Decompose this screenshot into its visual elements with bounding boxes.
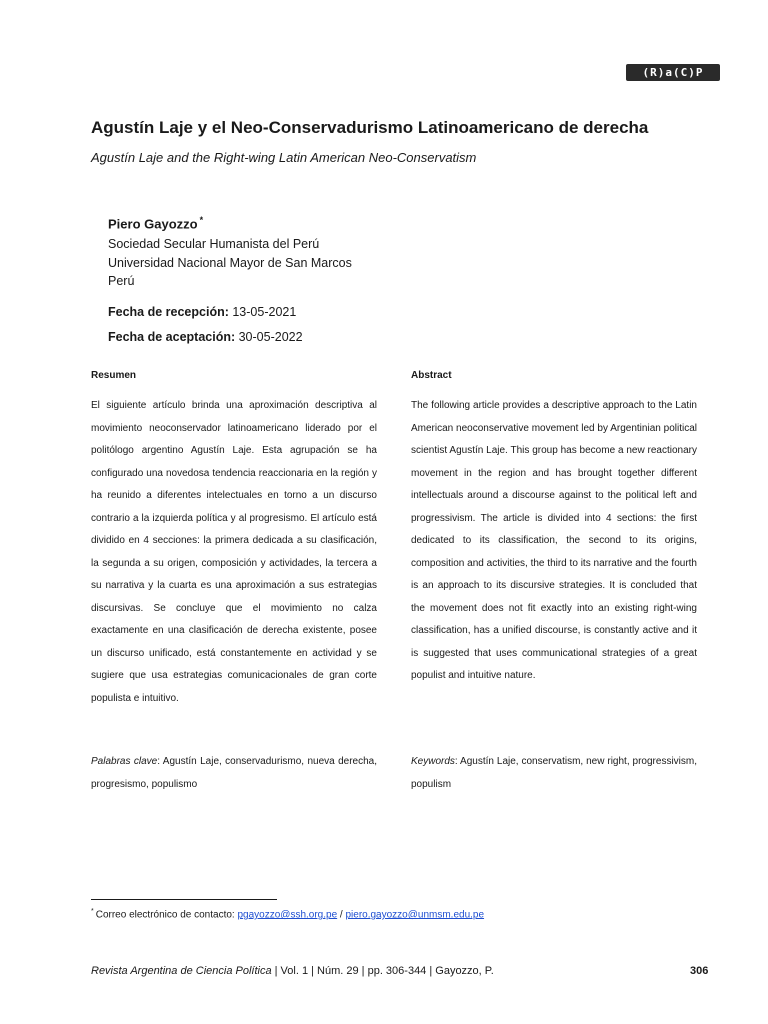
reception-date (108, 305, 296, 319)
resumen-keywords (91, 751, 377, 796)
acceptance-date-value: 30-05-2022 (238, 330, 303, 344)
journal-citation (91, 965, 494, 977)
author-affiliations (108, 235, 352, 291)
abstract-body: The following article provides a descriptive approach to the Latin American neoconservative movement led by Argentinian political scientist Agustín Laje. This group has become a new reactionary movement in the region and has brought together different intellectuals around a discourse against to the political left and progressivism. The article is divided into 4 sections: the first dedicated to its classification, the second to its origins, composition and activities, the third to its narrative and the fourth is an approach to its discursive strategies. It is concluded that the movement does not fit exactly into an existing right-wing classification, has a unified discourse, is constantly active and it is suggested that uses communicational strategies of a great populist and intuitive nature. (411, 400, 697, 681)
journal-details: | Vol. 1 | Núm. 29 | pp. 306-344 | Gayozzo, P. (271, 965, 494, 977)
resumen-keywords-label: Palabras clave (91, 756, 158, 767)
footnote-divider (91, 899, 277, 900)
page-number: 306 (690, 965, 709, 977)
footnote-text: Correo electrónico de contacto: (95, 909, 238, 921)
acceptance-date (108, 330, 303, 344)
author-name (108, 215, 203, 231)
reception-date-label: Fecha de recepción: (108, 305, 229, 319)
footnote (91, 908, 484, 920)
resumen-keywords-list: : Agustín Laje, conservadurismo, nueva derecha, progresismo, populismo (91, 756, 378, 790)
footnote-marker: * (91, 908, 94, 915)
resumen-heading: Resumen (91, 370, 137, 381)
article-title: Agustín Laje y el Neo-Conservadurismo Latinoamericano de derecha (91, 118, 649, 137)
journal-logo (626, 64, 720, 81)
article-subtitle: Agustín Laje and the Right-wing Latin American Neo-Conservatism (91, 150, 477, 165)
abstract-keywords-label: Keywords (411, 756, 455, 767)
resumen-body: El siguiente artículo brinda una aproximación descriptiva al movimiento neoconservador latinoamericano liderado por el politólogo argentino Agustín Laje. Esta agrupación se ha configurado una novedosa tendencia reaccionaria en la región y ha reunido a diferentes intelectuales en torno a un discurso contrario a la izquierda política y al progresismo. El artículo está dividido en 4 secciones: la primera dedicada a su clasificación, la segunda a su origen, composición y actividades, la tercera a su narrativa y la cuarta es una aproximación a sus estrategias discursivas. Se concluye que el movimiento no calza exactamente en una clasificación de derecha existente, posee un discurso unificado, está constantemente en actividad y se sugiere que usa estrategias comunicacionales de gran corte populista e intuitivo. (91, 400, 377, 704)
abstract-keywords (411, 751, 697, 796)
acceptance-date-label: Fecha de aceptación: (108, 330, 236, 344)
abstract-keywords-list: : Agustín Laje, conservatism, new right, progressivism, populism (411, 756, 697, 790)
affiliation-line: Universidad Nacional Mayor de San Marcos (108, 255, 352, 270)
journal-logo-text: (R)a(C)P (642, 66, 704, 79)
journal-name: Revista Argentina de Ciencia Política (91, 965, 272, 977)
abstract-heading: Abstract (411, 370, 452, 381)
email-link-ssh[interactable]: pgayozzo@ssh.org.pe (237, 909, 338, 921)
email-link-unmsm[interactable]: piero.gayozzo@unmsm.edu.pe (345, 909, 485, 921)
author-footnote-marker: * (199, 215, 204, 225)
reception-date-value: 13-05-2021 (232, 305, 297, 319)
affiliation-line: Perú (108, 274, 135, 288)
author-name-text: Piero Gayozzo (108, 216, 198, 232)
affiliation-line: Sociedad Secular Humanista del Perú (108, 237, 320, 251)
footnote-separator: / (337, 909, 346, 921)
